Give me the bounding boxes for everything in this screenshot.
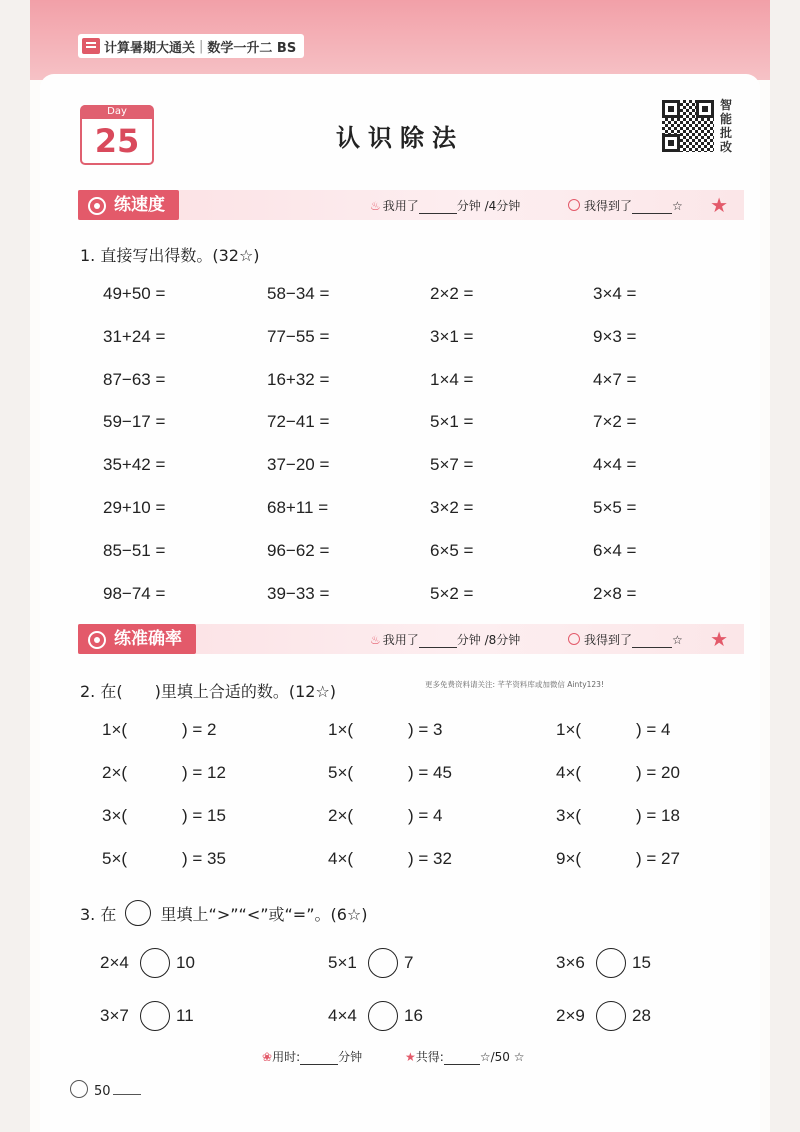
q1-item[interactable]: 3×2 =	[430, 498, 474, 517]
q2-answer-blank[interactable]	[134, 761, 178, 785]
compare-circle[interactable]	[140, 948, 170, 978]
q1-item[interactable]: 58−34 =	[267, 284, 330, 303]
q1-item[interactable]: 96−62 =	[267, 540, 330, 560]
q2-item-right: ) = 27	[636, 849, 680, 868]
q3-item-right: 16	[404, 1006, 423, 1025]
compare-circle[interactable]	[368, 1001, 398, 1031]
q3-item-right: 10	[176, 953, 195, 972]
compare-circle[interactable]	[368, 948, 398, 978]
q1-item[interactable]: 3×1 =	[430, 326, 474, 346]
q1-item[interactable]: 5×1 =	[430, 412, 474, 432]
compare-circle[interactable]	[596, 1001, 626, 1031]
q1-item[interactable]: 1×4 =	[430, 369, 474, 389]
q2-item-left: 9×(	[556, 849, 582, 868]
section-accuracy-bar	[78, 624, 744, 654]
q2-item-left: 2×(	[102, 763, 128, 782]
stopwatch-icon	[88, 197, 106, 215]
time-prefix: 我用了	[382, 199, 419, 213]
q1-item[interactable]: 72−41 =	[267, 412, 330, 432]
q2-item-right: ) = 3	[408, 720, 443, 739]
target-icon	[88, 631, 106, 649]
section-speed-bar	[78, 190, 744, 220]
score-got	[568, 197, 683, 214]
score-prefix: 我得到了	[584, 633, 633, 647]
circle-icon	[125, 900, 151, 926]
q3-item-right: 28	[632, 1006, 651, 1025]
page-title: 认识除法	[336, 123, 464, 152]
q1-item[interactable]: 39−33 =	[267, 583, 330, 603]
q2-answer-blank[interactable]	[360, 847, 404, 871]
q2-answer-blank[interactable]	[360, 804, 404, 828]
qr-code-icon[interactable]	[662, 100, 714, 152]
star-icon: ★	[405, 1050, 416, 1064]
qr-caption: 智能批改	[720, 98, 733, 154]
q3-title	[80, 900, 368, 926]
q2-answer-blank[interactable]	[588, 847, 632, 871]
section-speed-tag	[78, 190, 179, 220]
q2-item-left: 5×(	[102, 849, 128, 868]
sun-icon	[70, 1080, 88, 1098]
q3-title-b: 里填上“>”“<”或“=”。(6☆)	[160, 905, 368, 924]
q2-item-right: ) = 18	[636, 806, 680, 825]
q2-item-right: ) = 20	[636, 763, 680, 782]
q3-item-left: 5×1	[328, 953, 357, 972]
q1-item[interactable]: 49+50 =	[103, 284, 166, 303]
compare-circle[interactable]	[596, 948, 626, 978]
q2-item-right: ) = 4	[408, 806, 443, 825]
q3-title-a: 3. 在	[80, 905, 117, 924]
q2-answer-blank[interactable]	[134, 718, 178, 742]
time-blank[interactable]	[419, 201, 457, 214]
q2-note: 更多免费资料请关注: 芊芊资料库或加微信 Ainty123!	[425, 680, 604, 689]
score-blank[interactable]	[632, 201, 672, 214]
q2-item-left: 1×(	[556, 720, 582, 739]
q2-item-right: ) = 2	[182, 720, 217, 739]
section-accuracy-name: 练准确率	[114, 629, 182, 649]
q2-answer-blank[interactable]	[360, 718, 404, 742]
footer-time	[262, 1048, 362, 1065]
q2-item-right: ) = 12	[182, 763, 226, 782]
section-accuracy-tag	[78, 624, 196, 654]
day-badge	[80, 105, 154, 165]
q1-item[interactable]: 16+32 =	[267, 369, 330, 389]
q2-answer-blank[interactable]	[588, 804, 632, 828]
q1-item[interactable]: 29+10 =	[103, 498, 166, 517]
q1-item[interactable]: 6×4 =	[593, 540, 637, 560]
series-title: 计算暑期大通关	[104, 40, 196, 56]
footer-time-blank[interactable]	[300, 1052, 338, 1065]
q2-answer-blank[interactable]	[588, 761, 632, 785]
q1-item[interactable]: 87−63 =	[103, 369, 166, 389]
q1-item[interactable]: 5×5 =	[593, 498, 637, 517]
q2-item-left: 4×(	[328, 849, 354, 868]
day-number: 25	[94, 122, 140, 160]
star-icon: ★	[710, 193, 728, 217]
q1-item[interactable]: 2×8 =	[593, 583, 637, 603]
q3-item-right: 11	[176, 1006, 194, 1025]
time-used	[370, 197, 520, 214]
drop-icon: ♨	[370, 199, 381, 213]
subject-title: 数学一升二 BS	[207, 40, 297, 56]
q2-item-left: 5×(	[328, 763, 354, 782]
q1-item[interactable]: 3×4 =	[593, 284, 637, 303]
q2-answer-blank[interactable]	[134, 804, 178, 828]
footer-score-blank[interactable]	[444, 1052, 480, 1065]
q2-item-left: 4×(	[556, 763, 582, 782]
q1-item[interactable]: 5×7 =	[430, 455, 474, 475]
footer-time-suffix: 分钟	[338, 1050, 363, 1064]
q2-item-right: ) = 45	[408, 763, 452, 782]
time-suffix: 分钟 /8分钟	[456, 633, 521, 647]
q1-item[interactable]: 5×2 =	[430, 583, 474, 603]
q1-item[interactable]: 31+24 =	[103, 326, 166, 346]
q1-item[interactable]: 37−20 =	[267, 455, 330, 475]
q1-item[interactable]: 59−17 =	[103, 412, 166, 432]
day-label: Day	[82, 105, 152, 119]
q1-item[interactable]: 4×7 =	[593, 369, 637, 389]
drop-icon: ♨	[370, 633, 381, 647]
footer-score-suffix: ☆/50 ☆	[479, 1050, 525, 1064]
flower-icon: ❀	[262, 1050, 273, 1064]
header-separator: |	[199, 38, 204, 54]
score-prefix: 我得到了	[584, 199, 633, 213]
q1-title: 1. 直接写出得数。(32☆)	[80, 246, 260, 265]
book-icon	[82, 38, 100, 54]
footer-score	[405, 1048, 524, 1065]
q2-item-right: ) = 15	[182, 806, 226, 825]
q2-item-left: 2×(	[328, 806, 354, 825]
q2-item-right: ) = 4	[636, 720, 671, 739]
q2-answer-blank[interactable]	[588, 718, 632, 742]
q1-item[interactable]: 9×3 =	[593, 326, 637, 346]
check-icon	[568, 633, 580, 645]
q1-item[interactable]: 68+11 =	[267, 498, 329, 517]
q3-item-left: 4×4	[328, 1006, 357, 1025]
q3-item-right: 7	[404, 953, 414, 972]
compare-circle[interactable]	[140, 1001, 170, 1031]
page-number	[70, 1080, 141, 1099]
score-suffix: ☆	[672, 199, 683, 213]
footer-time-prefix: 用时:	[272, 1050, 301, 1064]
time-suffix: 分钟 /4分钟	[456, 199, 521, 213]
page-number-text: 50	[94, 1084, 111, 1099]
time-blank[interactable]	[419, 635, 457, 648]
q2-item-left: 3×(	[556, 806, 582, 825]
q3-item-left: 3×6	[556, 953, 585, 972]
q3-item-left: 2×9	[556, 1006, 585, 1025]
q2-answer-blank[interactable]	[360, 761, 404, 785]
q2-item-left: 3×(	[102, 806, 128, 825]
q2-title: 2. 在( )里填上合适的数。(12☆)	[80, 682, 337, 701]
q1-item[interactable]: 4×4 =	[593, 455, 637, 475]
section-speed-name: 练速度	[114, 195, 165, 215]
q1-item[interactable]: 77−55 =	[267, 326, 330, 346]
check-icon	[568, 199, 580, 211]
score-suffix: ☆	[672, 633, 683, 647]
q3-item-left: 2×4	[100, 953, 129, 972]
q3-item-left: 3×7	[100, 1006, 129, 1025]
q1-item[interactable]: 6×5 =	[430, 540, 474, 560]
q2-item-left: 1×(	[328, 720, 354, 739]
time-prefix: 我用了	[382, 633, 419, 647]
q1-item[interactable]: 2×2 =	[430, 284, 474, 303]
footer-score-prefix: 共得:	[415, 1050, 444, 1064]
q2-item-right: ) = 32	[408, 849, 452, 868]
q3-item-right: 15	[632, 953, 651, 972]
header-tab	[78, 34, 304, 58]
q2-item-right: ) = 35	[182, 849, 226, 868]
score-got-2	[568, 631, 683, 648]
q1-item[interactable]: 35+42 =	[103, 455, 166, 475]
q2-answer-blank[interactable]	[134, 847, 178, 871]
q1-item[interactable]: 85−51 =	[103, 540, 166, 560]
time-used-2	[370, 631, 520, 648]
score-blank[interactable]	[632, 635, 672, 648]
q1-item[interactable]: 98−74 =	[103, 583, 166, 603]
q1-item[interactable]: 7×2 =	[593, 412, 637, 432]
star-icon: ★	[710, 627, 728, 651]
q2-item-left: 1×(	[102, 720, 128, 739]
